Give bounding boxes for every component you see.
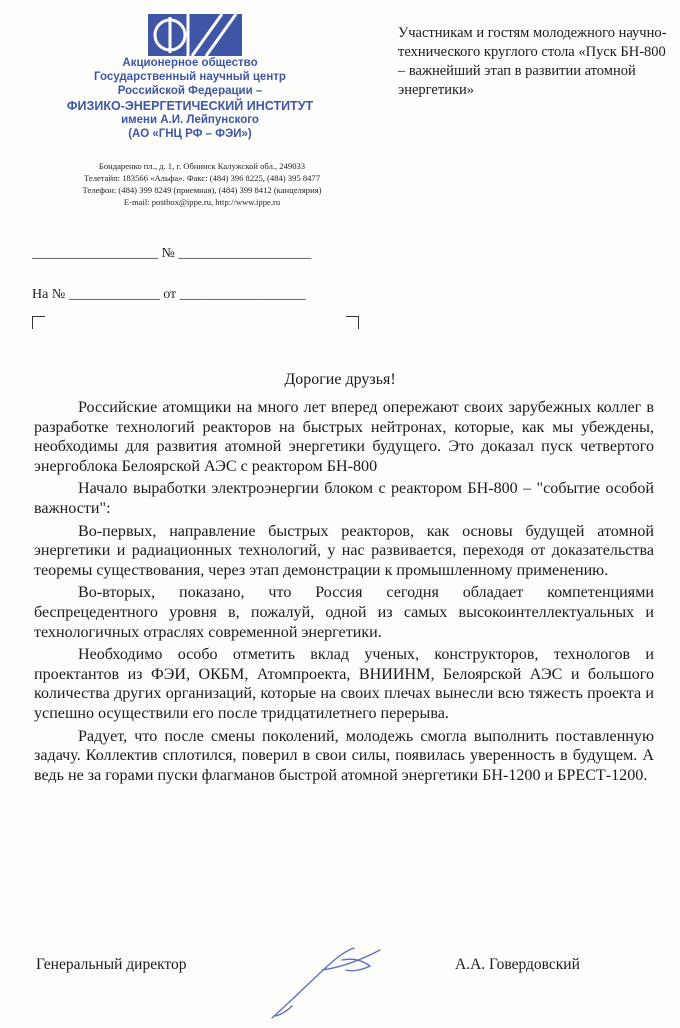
org-line: имени А.И. Лейпунского [121,113,259,126]
contact-teletype-fax: Телетайп: 183566 «Альфа». Факс: (484) 396 8225, (484) 395 8477 [83,173,321,183]
paragraph: Начало выработки электроэнергии блоком с реактором БН-800 – "событие особой важности": [34,480,654,517]
letter-body [34,398,654,788]
signatory-title: Генеральный директор [36,956,187,973]
left-corner-bracket [32,316,45,329]
incoming-reference-blank: _____________ от __________________ [68,287,306,302]
contact-phone: Телефон: (484) 399 8249 (приемная), (484) 399 8412 (канцелярия) [82,185,322,195]
contact-details [52,160,352,208]
org-line: Акционерное общество [122,57,258,69]
greeting: Дорогие друзья! [284,371,396,388]
outgoing-number-line: __________________ № ___________________ [32,246,312,261]
paragraph: Российские атомщики на много лет вперед опережают своих зарубежных коллег в разработке технологий реакторов на быстрых нейтронах, которые, как мы убеждены, необходимы для развития атомной энергетики будущего. Это доказал пуск четвертого энергоблока Белоярской АЭС с реактором БН-800 [34,399,654,475]
incoming-reference-line [32,287,306,303]
org-line: ФИЗИКО-ЭНЕРГЕТИЧЕСКИЙ ИНСТИТУТ [66,98,314,113]
signatory-name: А.А. Говердовский [455,956,580,973]
paragraph: Во-вторых, показано, что Россия сегодня обладает компетенциями беспрецедентного уровня в, пожалуй, одной из самых высокоинтеллектуальных и технологичных отраслях современной энергетики. [34,584,654,641]
contact-address: Бондаренко пл., д. 1, г. Обнинск Калужской обл., 249033 [98,161,306,171]
handwritten-signature [262,940,392,1025]
recipient-block: Участникам и гостям молодежного научно-технического круглого стола «Пуск БН-800 – важнейший этап в развитии атомной энергетики» [398,25,667,98]
organization-name-block [40,56,340,141]
paragraph: Необходимо особо отметить вклад ученых, конструкторов, технологов и проектантов из ФЭИ, ОКБМ, Атомпроекта, ВНИИНМ, Белоярской АЭС и большого количества других организаций, которые на своих плечах вынесли всю тяжесть проекта и успешно осуществили его после тридцатилетнего перерыва. [34,646,654,722]
incoming-reference-prefix: На № [32,287,66,302]
paragraph: Радует, что после смены поколений, молодежь смогла выполнить поставленную задачу. Коллектив сплотился, поверил в свои силы, появилась уверенность в будущем. А ведь не за горами пуски флагманов быстрой атомной энергетики БН-1200 и БРЕСТ-1200. [34,727,654,784]
ippe-logo-icon [148,14,242,56]
contact-email: E-mail: postbox@ippe.ru, http://www.ippe.ru [123,197,281,207]
paragraph: Во-первых, направление быстрых реакторов, как основы будущей атомной энергетики и радиационных технологий, у нас развивается, переходя от доказательства теоремы существования, через этап демонстрации к промышленному применению. [34,522,654,579]
org-line: Государственный научный центр [94,71,286,84]
right-corner-bracket [346,316,359,329]
org-line: (АО «ГНЦ РФ – ФЭИ») [128,128,252,141]
org-line: Российской Федерации – [117,85,263,98]
